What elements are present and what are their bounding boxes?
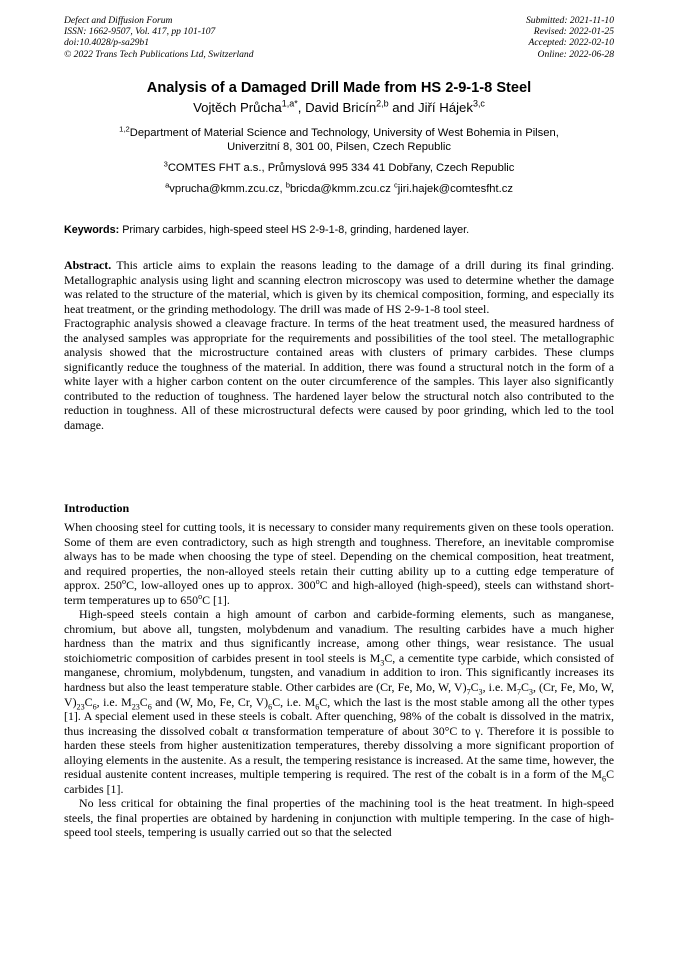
author-name: David Bricín [305,100,377,115]
abstract [64,258,614,433]
body-paragraph: High-speed steels contain a high amount of carbon and carbide-forming elements, such as manganese, chromium, but above all, tungsten, molybdenum and vanadium. The resulting carbides have a much higher hardness than the matrix and thus significantly increase, among other things, wear resistance. The usual stoichiometric composition of carbides present in tool steels is $M_3C$, a cementite type carbide, which consisted of manganese, chromium, molybdenum, tungsten, and vanadium in addition to iron. This significantly increases its hardness but also the least temperature stable. Other carbides are (Cr, Fe, Mo, W, $V)_7C_3$, i.e. $M_7C_3$, (Cr, Fe, Mo, W, $V)_{23}C_6$, i.e. $M_{23}C_6$ and (W, Mo, Fe, Cr, $V)_6C$, i.e. $M_6C$, which the last is the most stable among all the other types [1]. A special element used in these steels is cobalt. After quenching, 98% of the cobalt is dissolved in the matrix, thus increasing the dissolved cobalt α transformation temperature of about 30°C to γ. Therefore it is possible to harden these steels from higher austenitization temperatures, thereby dissolving a more significant proportion of alloying elements in the austenite. As a result, the tempering resistance is increased. At the same time, however, the residual austenite content increases, multiple tempering is required. The rest of the cobalt is in a form of the $M_6C$ carbides [1]. [64,607,615,796]
body-paragraph: When choosing steel for cutting tools, it is necessary to consider many requirements given on these tools operation. Some of them are even contradictory, such as high strength and toughness. Therefore, an inevitable compromise always has to be made when choosing the type of steel. Depending on the chemical composition, heat treatment, and required properties, the non-alloyed steels retain their cutting ability up to a cutting edge temperature of approx. 250$^o$C, low-alloyed ones up to approx. 300$^o$C and high-alloyed (high-speed), steels can withstand short-term temperatures up to 650$^o$C [1]. [64,520,615,607]
email-link[interactable]: bricda@kmm.zcu.cz [289,183,394,195]
email-mark: c [393,180,398,190]
date-submitted: Submitted: 2021-11-10 [525,15,614,26]
doi: doi:10.4028/p-sa29b1 [64,37,150,49]
introduction-text [64,520,614,840]
author-affiliation-mark: 2,b [376,98,389,109]
abstract-label: Abstract. [64,258,112,272]
affiliation-text: Department of Material Science and Technology, University of West Bohemia in Pilsen, [129,127,559,139]
author-emails [60,182,618,196]
email-link[interactable]: jiri.hajek@comtesfht.cz [397,183,513,195]
affiliation-1 [60,126,618,154]
keywords-text: Primary carbides, high-speed steel HS 2-9-1-8, grinding, hardened layer. [119,224,470,236]
copyright: © 2022 Trans Tech Publications Ltd, Switzerland [64,48,254,60]
author-affiliation-mark: 1,a* [281,98,298,109]
affiliation-mark: 1,2 [119,124,130,134]
affiliation-address: Univerzitní 8, 301 00, Pilsen, Czech Republic [227,141,451,153]
email-mark: b [285,180,290,190]
date-accepted: Accepted: 2022-02-10 [528,37,614,49]
author-name: Vojtěch Průcha [193,100,282,115]
email-mark: a [165,180,170,190]
journal-issn: ISSN: 1662-9507, Vol. 417, pp 101-107 [64,26,216,38]
title-block [60,79,618,196]
email-link[interactable]: vprucha@kmm.zcu.cz, [169,183,286,195]
date-online: Online: 2022-06-28 [537,48,614,60]
affiliation-text: COMTES FHT a.s., Průmyslová 995 334 41 Dobřany, Czech Republic [167,162,515,174]
author-separator: and [388,100,418,115]
affiliation-mark: 3 [163,159,168,169]
paper-title: Analysis of a Damaged Drill Made from HS 2-9-1-8 Steel [146,80,532,96]
author-affiliation-mark: 3,c [472,98,485,109]
keywords [64,223,614,237]
keywords-label: Keywords: [64,224,120,236]
author-list [60,99,618,117]
publication-dates [526,15,614,60]
journal-name: Defect and Diffusion Forum [64,15,173,26]
date-revised: Revised: 2022-01-25 [533,26,614,38]
journal-header [64,15,254,60]
body-paragraph: No less critical for obtaining the final properties of the machining tool is the heat treatment. In high-speed steels, the final properties are obtained by hardening in conjunction with multiple tempering. In the case of high-speed tool steels, tempering is usually carried out so that the selected [64,796,614,840]
author-name: Jiří Hájek [417,100,473,115]
author-separator: , [297,100,306,115]
affiliation-2 [60,161,618,175]
abstract-paragraph: Fractographic analysis showed a cleavage fracture. In terms of the heat treatment used, the measured hardness of the analysed samples was appropriate for the requirements and possibilities of the tool steel. The metallographic analysis showed that the microstructure contained areas with clusters of primary carbides. These clumps significantly reduce the toughness of the material. In addition, there was found a structural notch in the form of a white layer with a higher carbon content on the outer circumference of the samples. This layer also significantly contributed to the reduction of toughness. The hardened layer below the structural notch also contributed to the reduction in toughness. All of these microstructural defects were caused by poor grinding, which led to the tool damage. [64,316,614,433]
section-heading-introduction: Introduction [64,501,130,515]
abstract-paragraph: Abstract. This article aims to explain the reasons leading to the damage of a drill during its final grinding. Metallographic analysis using light and scanning electron microscopy was used to determine whether the damage was related to the structure of the material, which is given by its chemical composition, forming, and especially its heat treatment, or the grinding methodology. The drill was made of HS 2-9-1-8 tool steel. [64,258,614,316]
